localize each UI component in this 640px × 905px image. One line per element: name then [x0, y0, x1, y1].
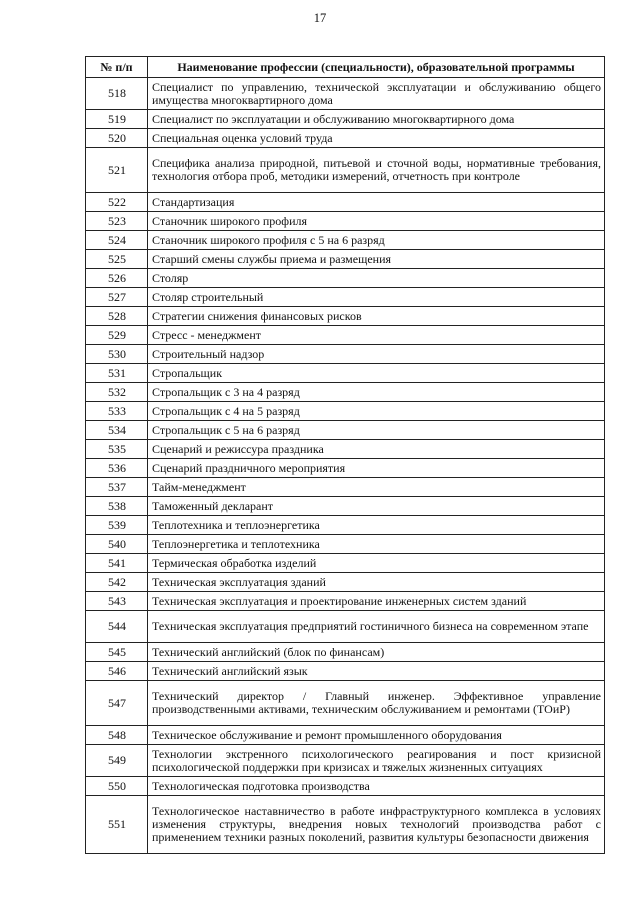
table-row — [86, 573, 605, 592]
table-row — [86, 110, 605, 129]
table-row — [86, 478, 605, 497]
row-number: 519 — [86, 110, 148, 129]
table-row — [86, 777, 605, 796]
row-number: 536 — [86, 459, 148, 478]
program-name: Стратегии снижения финансовых рисков — [148, 307, 605, 326]
row-number: 524 — [86, 231, 148, 250]
row-number: 541 — [86, 554, 148, 573]
program-name: Специфика анализа природной, питьевой и сточной воды, нормативные требования, технология отбора проб, методики измерений, отчетность при контроле — [148, 148, 605, 193]
program-name: Стропальщик — [148, 364, 605, 383]
table-row — [86, 193, 605, 212]
row-number: 535 — [86, 440, 148, 459]
program-name: Таможенный декларант — [148, 497, 605, 516]
table-row — [86, 592, 605, 611]
program-name: Стропальщик с 4 на 5 разряд — [148, 402, 605, 421]
row-number: 547 — [86, 681, 148, 726]
row-number: 548 — [86, 726, 148, 745]
table-row — [86, 231, 605, 250]
row-number: 550 — [86, 777, 148, 796]
program-name: Строительный надзор — [148, 345, 605, 364]
program-name: Специальная оценка условий труда — [148, 129, 605, 148]
table-row — [86, 745, 605, 777]
table-row — [86, 345, 605, 364]
programs-table — [85, 56, 605, 854]
program-name: Станочник широкого профиля с 5 на 6 разряд — [148, 231, 605, 250]
row-number: 522 — [86, 193, 148, 212]
program-name: Теплотехника и теплоэнергетика — [148, 516, 605, 535]
program-name: Стропальщик с 5 на 6 разряд — [148, 421, 605, 440]
table-row — [86, 269, 605, 288]
program-name: Станочник широкого профиля — [148, 212, 605, 231]
row-number: 518 — [86, 78, 148, 110]
program-name: Технический английский язык — [148, 662, 605, 681]
row-number: 551 — [86, 796, 148, 854]
row-number: 538 — [86, 497, 148, 516]
table-row — [86, 611, 605, 643]
table-row — [86, 148, 605, 193]
row-number: 527 — [86, 288, 148, 307]
table-row — [86, 364, 605, 383]
table-row — [86, 307, 605, 326]
table-row — [86, 250, 605, 269]
program-name: Старший смены службы приема и размещения — [148, 250, 605, 269]
program-name: Специалист по управлению, технической эксплуатации и обслуживанию общего имущества многоквартирного дома — [148, 78, 605, 110]
program-name: Технологическая подготовка производства — [148, 777, 605, 796]
row-number: 521 — [86, 148, 148, 193]
row-number: 542 — [86, 573, 148, 592]
row-number: 528 — [86, 307, 148, 326]
table-row — [86, 421, 605, 440]
page-number: 17 — [313, 11, 327, 25]
table-row — [86, 129, 605, 148]
table-row — [86, 726, 605, 745]
row-number: 526 — [86, 269, 148, 288]
table-row — [86, 383, 605, 402]
program-name: Теплоэнергетика и теплотехника — [148, 535, 605, 554]
row-number: 545 — [86, 643, 148, 662]
table-row — [86, 212, 605, 231]
row-number: 530 — [86, 345, 148, 364]
row-number: 529 — [86, 326, 148, 345]
program-name: Техническое обслуживание и ремонт промышленного оборудования — [148, 726, 605, 745]
table-row — [86, 662, 605, 681]
program-name: Столяр строительный — [148, 288, 605, 307]
program-name: Технологическое наставничество в работе инфраструктурного комплекса в условиях изменения структуры, внедрения новых технологий производства работ с применением техники разных поколений, развития культуры безопасности движения — [148, 796, 605, 854]
table-row — [86, 535, 605, 554]
row-number: 534 — [86, 421, 148, 440]
table-row — [86, 554, 605, 573]
row-number: 525 — [86, 250, 148, 269]
program-name: Тайм-менеджмент — [148, 478, 605, 497]
program-name: Стропальщик с 3 на 4 разряд — [148, 383, 605, 402]
table-row — [86, 516, 605, 535]
row-number: 543 — [86, 592, 148, 611]
column-header-number: № п/п — [86, 57, 148, 78]
program-name: Технологии экстренного психологического реагирования и пост кризисной психологической поддержки при кризисах и тяжелых жизненных ситуациях — [148, 745, 605, 777]
column-header-name: Наименование профессии (специальности), образовательной программы — [148, 57, 605, 78]
program-name: Техническая эксплуатация предприятий гостиничного бизнеса на современном этапе — [148, 611, 605, 643]
program-name: Техническая эксплуатация и проектирование инженерных систем зданий — [148, 592, 605, 611]
program-name: Термическая обработка изделий — [148, 554, 605, 573]
table-row — [86, 78, 605, 110]
table-row — [86, 288, 605, 307]
program-name: Столяр — [148, 269, 605, 288]
program-name: Стресс - менеджмент — [148, 326, 605, 345]
program-name: Сценарий праздничного мероприятия — [148, 459, 605, 478]
row-number: 539 — [86, 516, 148, 535]
row-number: 546 — [86, 662, 148, 681]
row-number: 537 — [86, 478, 148, 497]
program-name: Технический директор / Главный инженер. Эффективное управление производственными активами, техническим обслуживанием и ремонтами (ТОиР) — [148, 681, 605, 726]
table-header-row — [86, 57, 605, 78]
program-name: Стандартизация — [148, 193, 605, 212]
table-row — [86, 681, 605, 726]
row-number: 523 — [86, 212, 148, 231]
row-number: 531 — [86, 364, 148, 383]
program-name: Специалист по эксплуатации и обслуживанию многоквартирного дома — [148, 110, 605, 129]
row-number: 544 — [86, 611, 148, 643]
table-row — [86, 326, 605, 345]
program-name: Технический английский (блок по финансам) — [148, 643, 605, 662]
row-number: 540 — [86, 535, 148, 554]
program-name: Сценарий и режиссура праздника — [148, 440, 605, 459]
table-row — [86, 497, 605, 516]
row-number: 520 — [86, 129, 148, 148]
table-row — [86, 440, 605, 459]
row-number: 532 — [86, 383, 148, 402]
row-number: 549 — [86, 745, 148, 777]
program-name: Техническая эксплуатация зданий — [148, 573, 605, 592]
table-row — [86, 459, 605, 478]
row-number: 533 — [86, 402, 148, 421]
table-row — [86, 402, 605, 421]
table-row — [86, 796, 605, 854]
table-row — [86, 643, 605, 662]
